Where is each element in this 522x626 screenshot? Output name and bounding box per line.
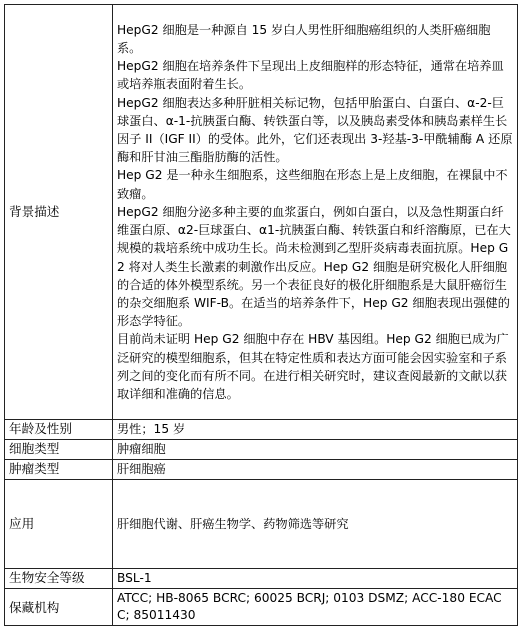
background-paragraph: HepG2 细胞是一种源自 15 岁白人男性肝细胞癌组织的人类肝癌细胞系。 xyxy=(117,22,491,56)
background-description xyxy=(113,5,518,420)
background-paragraph: 目前尚未证明 Hep G2 细胞中存在 HBV 基因组。Hep G2 细胞已成为广泛研究的模型细胞系，但其在特定性质和表达方面可能会因实验室和子系列之间的变化而有所不同。在进行相关研究时，建议查阅最新的文献以获取详细和准确的信息。 xyxy=(117,332,509,401)
age-sex-label: 年龄及性别 xyxy=(5,420,113,440)
cell-type-value: 肿瘤细胞 xyxy=(113,440,518,460)
depository-label: 保藏机构 xyxy=(5,589,113,626)
background-paragraph: Hep G2 是一种永生细胞系，这些细胞在形态上是上皮细胞，在裸鼠中不致瘤。 xyxy=(117,168,508,201)
row-application xyxy=(5,480,518,569)
tumor-type-label: 肿瘤类型 xyxy=(5,460,113,480)
background-paragraph: HepG2 细胞分泌多种主要的血浆蛋白，例如白蛋白，以及急性期蛋白纤维蛋白原、α2-巨球蛋白、α1-抗胰蛋白酶、转铁蛋白和纤溶酶原，已在大规模的栽培系统中成功生长。尚未检测到乙型肝炎病毒表面抗原。Hep G2 将对人类生长激素的刺激作出反应。Hep G2 细胞是研究极化人肝细胞的合适的体外模型系统。另一个表征良好的极化肝细胞系是大鼠肝癌衍生的杂交细胞系 WIF-B。在适当的培养条件下，Hep G2 细胞表现出强健的形态学特征。 xyxy=(117,204,511,329)
application-value: 肝细胞代谢、肝癌生物学、药物筛选等研究 xyxy=(113,480,518,569)
depository-value: ATCC; HB-8065 BCRC; 60025 BCRJ; 0103 DSMZ; ACC-180 ECACC; 85011430 xyxy=(113,589,518,626)
background-paragraph: HepG2 细胞表达多种肝脏相关标记物，包括甲胎蛋白、白蛋白、α-2-巨球蛋白、α-1-抗胰蛋白酶、转铁蛋白等，以及胰岛素受体和胰岛素样生长因子 II（IGF II）的受体。此外，它们还表现出 3-羟基-3-甲酰辅酶 A 还原酶和肝甘油三酯脂肪酶的活性。 xyxy=(117,95,513,165)
background-label: 背景描述 xyxy=(5,5,113,420)
application-label: 应用 xyxy=(5,480,113,569)
row-depository xyxy=(5,589,518,626)
row-biosafety-level xyxy=(5,569,518,589)
row-tumor-type xyxy=(5,460,518,480)
row-background xyxy=(5,5,518,420)
biosafety-label: 生物安全等级 xyxy=(5,569,113,589)
row-age-sex xyxy=(5,420,518,440)
cell-line-info-table xyxy=(4,4,518,626)
biosafety-value: BSL-1 xyxy=(113,569,518,589)
cell-type-label: 细胞类型 xyxy=(5,440,113,460)
age-sex-value: 男性；15 岁 xyxy=(113,420,518,440)
tumor-type-value: 肝细胞癌 xyxy=(113,460,518,480)
row-cell-type xyxy=(5,440,518,460)
background-paragraph: HepG2 细胞在培养条件下呈现出上皮细胞样的形态特征，通常在培养皿或培养瓶表面附着生长。 xyxy=(117,59,504,92)
